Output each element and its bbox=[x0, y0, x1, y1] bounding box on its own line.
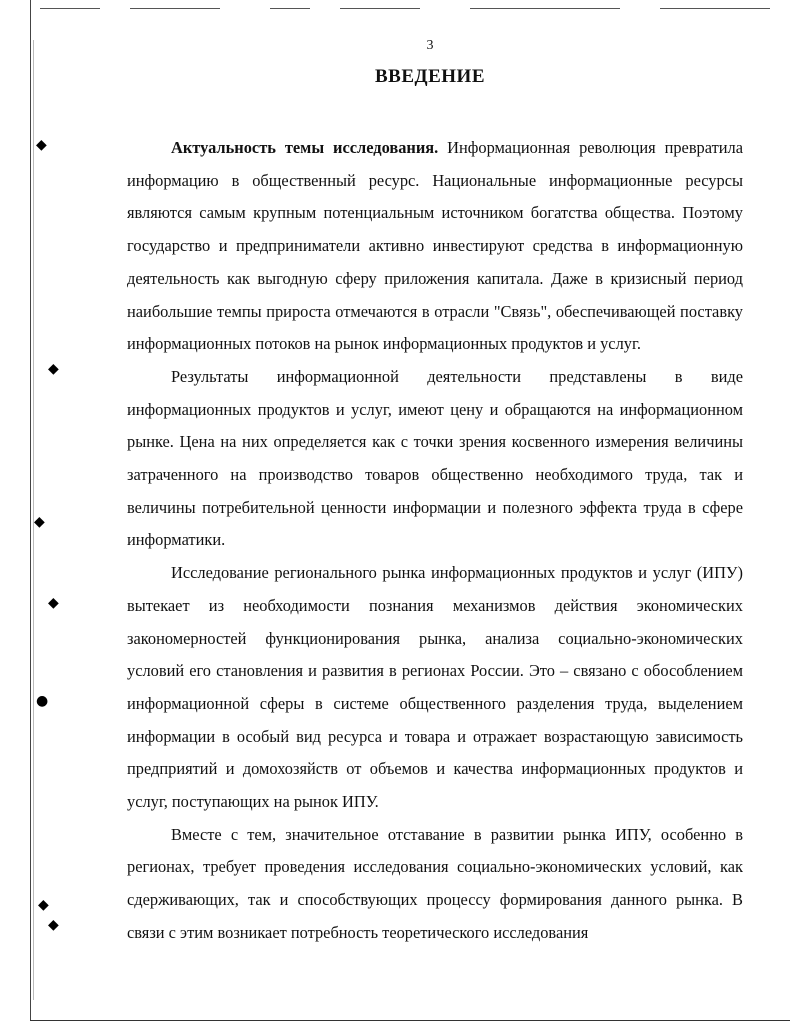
binding-mark-icon: ◆ bbox=[48, 917, 59, 933]
binding-mark-icon: ◆ bbox=[36, 137, 47, 153]
scan-left-border bbox=[30, 0, 31, 1020]
scan-bottom-rule bbox=[30, 1020, 790, 1021]
section-heading: ВВЕДЕНИЕ bbox=[375, 66, 485, 87]
paragraph-4: Вместе с тем, значительное отставание в развитии рынка ИПУ, особенно в регионах, требует проведения исследования социально-экономических условий, как сдерживающих, так и способствующих процессу формирования данного рынка. В связи с этим возникает потребность теоретического исследования bbox=[127, 824, 743, 942]
scan-top-rule bbox=[40, 8, 100, 9]
scan-top-rule bbox=[660, 8, 770, 9]
binding-mark-icon: ◆ bbox=[48, 361, 59, 377]
scan-top-rule bbox=[130, 8, 220, 9]
binding-mark-icon: ● bbox=[36, 693, 49, 709]
page-number: 3 bbox=[426, 38, 434, 53]
body-text bbox=[127, 132, 743, 950]
paragraph-1 bbox=[127, 132, 743, 361]
binding-mark-icon: ◆ bbox=[38, 897, 49, 913]
binding-mark-icon: ◆ bbox=[34, 514, 45, 530]
binding-mark-icon: ◆ bbox=[48, 595, 59, 611]
scan-top-rule bbox=[270, 8, 310, 9]
scan-top-rule bbox=[470, 8, 620, 9]
paragraph-2: Результаты информационной деятельности представлены в виде информационных продуктов и услуг, имеют цену и обращаются на информационном рынке. Цена на них определяется как с точки зрения косвенного измерения величины затраченного на производство товаров общественно необходимого труда, так и величины потребительной ценности информации и полезного эффекта труда в сфере информатики. bbox=[127, 366, 743, 550]
paragraph-lead: Актуальность темы исследования. bbox=[171, 138, 439, 157]
scan-top-rule bbox=[340, 8, 420, 9]
paragraph-3: Исследование регионального рынка информационных продуктов и услуг (ИПУ) вытекает из необходимости познания механизмов действия экономических закономерностей функционирования рынка, анализа социально-экономических условий его становления и развития в регионах России. Это – связано с обособлением информационной сферы в системе общественного разделения труда, выделением информации в особый вид ресурса и товара и отражает возрастающую зависимость предприятий и домохозяйств от объемов и качества информационных продуктов и услуг, поступающих на рынок ИПУ. bbox=[127, 563, 743, 812]
paragraph-text: Информационная революция превратила информацию в общественный ресурс. Национальные информационные ресурсы являются самым крупным потенциальным источником богатства общества. Поэтому государство и предприниматели активно инвестируют средства в информационную деятельность как выгодную сферу приложения капитала. Даже в кризисный период наибольшие темпы прироста отмечаются в отрасли "Связь", обеспечивающей поставку информационных потоков на рынок информационных продуктов и услуг. bbox=[127, 138, 743, 354]
